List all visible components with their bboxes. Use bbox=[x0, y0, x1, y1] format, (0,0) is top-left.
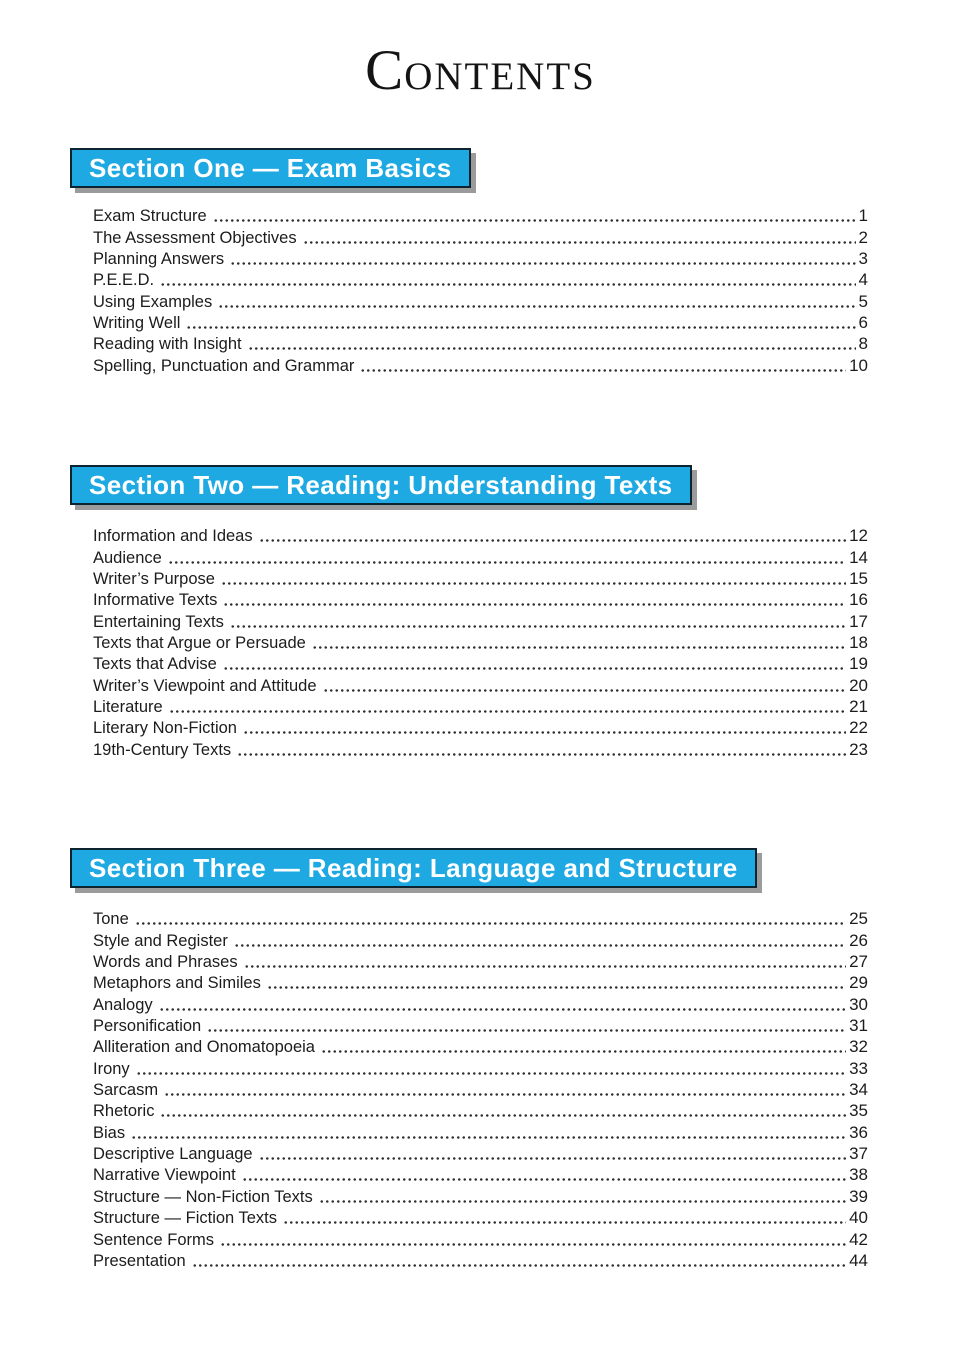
dot-leader bbox=[221, 582, 846, 585]
toc-entry bbox=[93, 354, 868, 375]
toc-entry-page: 39 bbox=[849, 1186, 868, 1206]
toc-entry-label: Spelling, Punctuation and Grammar bbox=[93, 356, 355, 375]
toc-entry bbox=[93, 525, 868, 546]
toc-entry-label: Information and Ideas bbox=[93, 527, 253, 546]
toc-entry-page: 22 bbox=[849, 718, 868, 738]
toc-entry bbox=[93, 610, 868, 631]
page-title-rest: ONTENTS bbox=[404, 55, 596, 98]
toc-entry-label: Exam Structure bbox=[93, 207, 207, 226]
toc-entry bbox=[93, 1250, 868, 1271]
toc-entry-label: Entertaining Texts bbox=[93, 612, 224, 631]
dot-leader bbox=[213, 219, 856, 222]
toc-entry bbox=[93, 1228, 868, 1249]
dot-leader bbox=[223, 603, 846, 606]
toc-entry-label: Planning Answers bbox=[93, 250, 225, 269]
toc-entry-page: 18 bbox=[849, 633, 868, 653]
toc-entry-label: The Assessment Objectives bbox=[93, 228, 297, 247]
toc-entry-page: 29 bbox=[849, 973, 868, 993]
page-title bbox=[0, 39, 961, 102]
toc-entry bbox=[93, 717, 868, 738]
toc-entry-page: 15 bbox=[849, 569, 868, 589]
dot-leader bbox=[237, 753, 846, 756]
toc-entry-page: 4 bbox=[858, 270, 868, 290]
dot-leader bbox=[259, 539, 846, 542]
toc-entry-page: 19 bbox=[849, 654, 868, 674]
section-three-list bbox=[93, 908, 868, 1271]
toc-entry bbox=[93, 993, 868, 1014]
toc-entry bbox=[93, 929, 868, 950]
toc-entry-page: 42 bbox=[849, 1229, 868, 1249]
section-one-header: Section One — Exam Basics bbox=[70, 148, 471, 188]
dot-leader bbox=[192, 1264, 846, 1267]
toc-entry bbox=[93, 269, 868, 290]
dot-leader bbox=[186, 326, 855, 329]
toc-entry-page: 38 bbox=[849, 1165, 868, 1185]
dot-leader bbox=[135, 922, 846, 925]
toc-entry-label: Style and Register bbox=[93, 931, 228, 950]
toc-entry-label: Sarcasm bbox=[93, 1081, 159, 1100]
toc-entry-label: Texts that Advise bbox=[93, 655, 217, 674]
toc-entry-page: 25 bbox=[849, 909, 868, 929]
toc-entry bbox=[93, 632, 868, 653]
dot-leader bbox=[234, 944, 846, 947]
toc-entry bbox=[93, 312, 868, 333]
toc-entry-page: 1 bbox=[858, 206, 868, 226]
toc-entry bbox=[93, 674, 868, 695]
toc-entry bbox=[93, 546, 868, 567]
dot-leader bbox=[248, 347, 856, 350]
dot-leader bbox=[169, 710, 846, 713]
toc-entry-page: 44 bbox=[849, 1250, 868, 1270]
toc-entry bbox=[93, 1121, 868, 1142]
toc-entry-page: 30 bbox=[849, 994, 868, 1014]
toc-entry bbox=[93, 589, 868, 610]
toc-entry-page: 33 bbox=[849, 1058, 868, 1078]
toc-entry bbox=[93, 248, 868, 269]
toc-entry-label: Structure — Fiction Texts bbox=[93, 1209, 278, 1228]
toc-entry-page: 17 bbox=[849, 611, 868, 631]
toc-entry-page: 10 bbox=[849, 355, 868, 375]
dot-leader bbox=[223, 667, 846, 670]
dot-leader bbox=[168, 561, 846, 564]
toc-entry-label: Literature bbox=[93, 698, 163, 717]
dot-leader bbox=[259, 1157, 846, 1160]
toc-entry bbox=[93, 290, 868, 311]
toc-entry-label: Reading with Insight bbox=[93, 335, 242, 354]
toc-entry-page: 27 bbox=[849, 952, 868, 972]
toc-entry-page: 8 bbox=[858, 334, 868, 354]
dot-leader bbox=[230, 625, 846, 628]
toc-entry-page: 6 bbox=[858, 313, 868, 333]
dot-leader bbox=[283, 1221, 846, 1224]
toc-entry-label: Writing Well bbox=[93, 314, 181, 333]
toc-entry-label: Presentation bbox=[93, 1251, 186, 1270]
toc-entry bbox=[93, 205, 868, 226]
toc-entry bbox=[93, 951, 868, 972]
toc-entry-label: Bias bbox=[93, 1123, 126, 1142]
dot-leader bbox=[220, 1243, 846, 1246]
toc-entry bbox=[93, 653, 868, 674]
dot-leader bbox=[321, 1050, 846, 1053]
dot-leader bbox=[230, 262, 855, 265]
toc-entry-label: Writer’s Purpose bbox=[93, 570, 215, 589]
toc-entry-page: 34 bbox=[849, 1080, 868, 1100]
toc-entry-label: Irony bbox=[93, 1059, 130, 1078]
toc-entry bbox=[93, 1164, 868, 1185]
toc-entry-page: 5 bbox=[858, 291, 868, 311]
toc-entry bbox=[93, 1079, 868, 1100]
dot-leader bbox=[323, 689, 847, 692]
toc-entry-label: P.E.E.D. bbox=[93, 271, 155, 290]
toc-entry-page: 12 bbox=[849, 526, 868, 546]
toc-entry-label: Literary Non-Fiction bbox=[93, 719, 237, 738]
toc-entry-label: Descriptive Language bbox=[93, 1145, 253, 1164]
dot-leader bbox=[312, 646, 846, 649]
dot-leader bbox=[160, 283, 855, 286]
toc-entry-label: Metaphors and Similes bbox=[93, 974, 261, 993]
toc-entry bbox=[93, 1143, 868, 1164]
toc-entry-page: 35 bbox=[849, 1101, 868, 1121]
toc-entry-label: Analogy bbox=[93, 995, 153, 1014]
toc-entry-page: 40 bbox=[849, 1208, 868, 1228]
toc-entry bbox=[93, 1015, 868, 1036]
dot-leader bbox=[207, 1029, 846, 1032]
dot-leader bbox=[360, 369, 846, 372]
toc-entry bbox=[93, 738, 868, 759]
dot-leader bbox=[242, 1178, 846, 1181]
toc-entry-label: Sentence Forms bbox=[93, 1230, 215, 1249]
toc-entry-label: Using Examples bbox=[93, 292, 213, 311]
section-three-header: Section Three — Reading: Language and Structure bbox=[70, 848, 757, 888]
dot-leader bbox=[218, 305, 855, 308]
toc-entry-label: Writer’s Viewpoint and Attitude bbox=[93, 676, 317, 695]
toc-entry-label: Narrative Viewpoint bbox=[93, 1166, 236, 1185]
toc-entry-page: 36 bbox=[849, 1122, 868, 1142]
toc-entry bbox=[93, 972, 868, 993]
toc-entry bbox=[93, 908, 868, 929]
toc-entry-label: Informative Texts bbox=[93, 591, 218, 610]
section-two-header: Section Two — Reading: Understanding Texts bbox=[70, 465, 692, 505]
toc-entry-label: Personification bbox=[93, 1017, 202, 1036]
toc-entry bbox=[93, 1207, 868, 1228]
toc-entry-label: Audience bbox=[93, 548, 162, 567]
section-one-list bbox=[93, 205, 868, 376]
toc-entry-label: Alliteration and Onomatopoeia bbox=[93, 1038, 315, 1057]
toc-entry-page: 14 bbox=[849, 547, 868, 567]
dot-leader bbox=[243, 731, 846, 734]
dot-leader bbox=[160, 1114, 846, 1117]
toc-entry-page: 32 bbox=[849, 1037, 868, 1057]
dot-leader bbox=[303, 241, 856, 244]
toc-entry-page: 31 bbox=[849, 1016, 868, 1036]
toc-entry bbox=[93, 696, 868, 717]
toc-entry bbox=[93, 1057, 868, 1078]
dot-leader bbox=[267, 986, 846, 989]
dot-leader bbox=[136, 1072, 846, 1075]
toc-entry-page: 20 bbox=[849, 675, 868, 695]
toc-entry bbox=[93, 1185, 868, 1206]
toc-entry-label: Texts that Argue or Persuade bbox=[93, 634, 306, 653]
toc-entry-page: 37 bbox=[849, 1144, 868, 1164]
page-title-initial: C bbox=[365, 39, 405, 102]
toc-entry-label: 19th-Century Texts bbox=[93, 740, 232, 759]
toc-entry-label: Words and Phrases bbox=[93, 953, 238, 972]
toc-entry bbox=[93, 568, 868, 589]
toc-entry bbox=[93, 1100, 868, 1121]
dot-leader bbox=[131, 1136, 846, 1139]
toc-entry bbox=[93, 1036, 868, 1057]
toc-entry-page: 23 bbox=[849, 739, 868, 759]
toc-entry-label: Structure — Non-Fiction Texts bbox=[93, 1187, 313, 1206]
toc-entry-label: Tone bbox=[93, 910, 129, 929]
dot-leader bbox=[244, 965, 846, 968]
dot-leader bbox=[159, 1008, 846, 1011]
toc-entry-page: 16 bbox=[849, 590, 868, 610]
toc-entry bbox=[93, 226, 868, 247]
toc-entry-label: Rhetoric bbox=[93, 1102, 155, 1121]
dot-leader bbox=[164, 1093, 846, 1096]
toc-entry-page: 21 bbox=[849, 697, 868, 717]
toc-entry-page: 3 bbox=[858, 249, 868, 269]
dot-leader bbox=[319, 1200, 846, 1203]
toc-entry-page: 2 bbox=[858, 227, 868, 247]
toc-entry-page: 26 bbox=[849, 930, 868, 950]
toc-entry bbox=[93, 333, 868, 354]
section-two-list bbox=[93, 525, 868, 760]
